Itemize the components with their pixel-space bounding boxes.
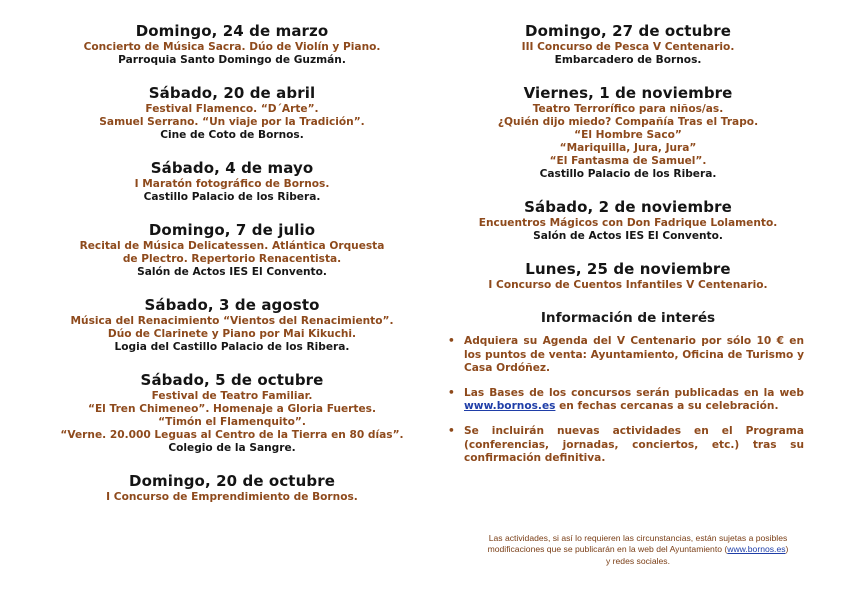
footnote-line-3: y redes sociales. xyxy=(605,555,670,566)
event-description: ¿Quién dijo miedo? Compañía Tras el Trapo. xyxy=(497,116,759,128)
event-description: Samuel Serrano. “Un viaje por la Tradición”. xyxy=(99,116,365,128)
event-date: Domingo, 7 de julio xyxy=(148,221,316,239)
event-block xyxy=(444,84,812,181)
event-description: Concierto de Música Sacra. Dúo de Violín y Piano. xyxy=(83,41,381,53)
footnote-line-2-end: ) xyxy=(785,544,789,555)
event-description: III Concurso de Pesca V Centenario. xyxy=(521,41,735,53)
event-venue: Salón de Actos IES El Convento. xyxy=(533,230,723,242)
footnote-line-1: Las actividades, si así lo requieren las circunstancias, están sujetas a posibles xyxy=(488,533,788,543)
event-block xyxy=(44,371,420,455)
event-block xyxy=(44,159,420,204)
info-item-activities xyxy=(444,425,804,466)
info-title: Información de interés xyxy=(540,310,716,326)
event-venue: Parroquia Santo Domingo de Guzmán. xyxy=(118,54,346,66)
right-column xyxy=(444,22,812,477)
event-venue: Logia del Castillo Palacio de los Ribera. xyxy=(114,341,350,353)
bullet-icon: • xyxy=(448,424,455,437)
info-item-bases-text-end: en fechas cercanas a su celebración. xyxy=(555,400,779,413)
footnote-line-2-text: modificaciones que se publicarán en la web del Ayuntamiento ( xyxy=(487,544,728,555)
bullet-icon: • xyxy=(448,335,455,347)
event-description: I Concurso de Emprendimiento de Bornos. xyxy=(106,491,358,503)
event-block xyxy=(44,472,420,504)
event-date: Sábado, 4 de mayo xyxy=(150,159,314,177)
info-item-activities-text: Se incluirán nuevas actividades en el Programa (conferencias, jornadas, conciertos, etc.) tras su confirmación definitiva. xyxy=(464,424,804,465)
event-date: Domingo, 20 de octubre xyxy=(129,472,335,490)
event-description: Música del Renacimiento “Vientos del Renacimiento”. xyxy=(70,315,394,327)
event-description: Festival Flamenco. “D´Arte”. xyxy=(145,103,319,115)
event-description: I Maratón fotográfico de Bornos. xyxy=(134,178,330,190)
event-description: “El Hombre Saco” xyxy=(574,129,682,141)
event-date: Sábado, 2 de noviembre xyxy=(524,198,732,216)
event-venue: Embarcadero de Bornos. xyxy=(554,54,702,66)
event-date: Lunes, 25 de noviembre xyxy=(525,260,731,278)
event-date: Sábado, 5 de octubre xyxy=(140,371,324,389)
web-link[interactable]: www.bornos.es xyxy=(464,400,556,413)
bullet-icon: • xyxy=(448,386,455,399)
event-description: “El Tren Chimeneo”. Homenaje a Gloria Fuertes. xyxy=(87,403,376,415)
event-description: Recital de Música Delicatessen. Atlántica Orquesta xyxy=(79,240,385,252)
event-description: I Concurso de Cuentos Infantiles V Centenario. xyxy=(488,279,768,291)
event-date: Domingo, 27 de octubre xyxy=(525,22,731,40)
event-date: Sábado, 3 de agosto xyxy=(144,296,320,314)
event-block xyxy=(444,260,812,292)
event-description: de Plectro. Repertorio Renacentista. xyxy=(122,253,342,265)
event-description: “El Fantasma de Samuel”. xyxy=(549,155,707,167)
event-block xyxy=(44,296,420,354)
event-description: “Mariquilla, Jura, Jura” xyxy=(559,142,697,154)
footnote-line-2 xyxy=(466,544,810,555)
event-block xyxy=(44,84,420,142)
footnote xyxy=(466,533,810,567)
event-date: Viernes, 1 de noviembre xyxy=(523,84,733,102)
info-item-agenda-text: Adquiera su Agenda del V Centenario por sólo 10 € en los puntos de venta: Ayuntamiento, Oficina de Turismo y Casa Ordóñez. xyxy=(464,335,804,375)
event-description: “Verne. 20.000 Leguas al Centro de la Tierra en 80 días”. xyxy=(60,429,404,441)
event-venue: Castillo Palacio de los Ribera. xyxy=(539,168,717,180)
info-item-agenda xyxy=(444,335,804,376)
info-item-bases-text: Las Bases de los concursos serán publicadas en la web xyxy=(464,386,804,399)
event-date: Sábado, 20 de abril xyxy=(148,84,316,102)
event-description: Festival de Teatro Familiar. xyxy=(151,390,313,402)
info-list xyxy=(444,335,804,466)
left-column xyxy=(44,22,420,521)
event-venue: Cine de Coto de Bornos. xyxy=(160,129,304,141)
event-block xyxy=(444,22,812,67)
event-venue: Castillo Palacio de los Ribera. xyxy=(143,191,321,203)
event-description: Dúo de Clarinete y Piano por Mai Kikuchi. xyxy=(107,328,357,340)
info-item-bases xyxy=(444,387,804,414)
footnote-web-link[interactable]: www.bornos.es xyxy=(727,544,786,555)
event-block xyxy=(444,198,812,243)
event-venue: Colegio de la Sangre. xyxy=(168,442,296,454)
event-description: Encuentros Mágicos con Don Fadrique Lolamento. xyxy=(478,217,778,229)
right-events xyxy=(444,22,812,292)
event-block xyxy=(44,22,420,67)
event-description: “Timón el Flamenquito”. xyxy=(158,416,306,428)
event-block xyxy=(44,221,420,279)
event-date: Domingo, 24 de marzo xyxy=(135,22,329,40)
event-description: Teatro Terrorífico para niños/as. xyxy=(532,103,724,115)
event-venue: Salón de Actos IES El Convento. xyxy=(137,266,327,278)
